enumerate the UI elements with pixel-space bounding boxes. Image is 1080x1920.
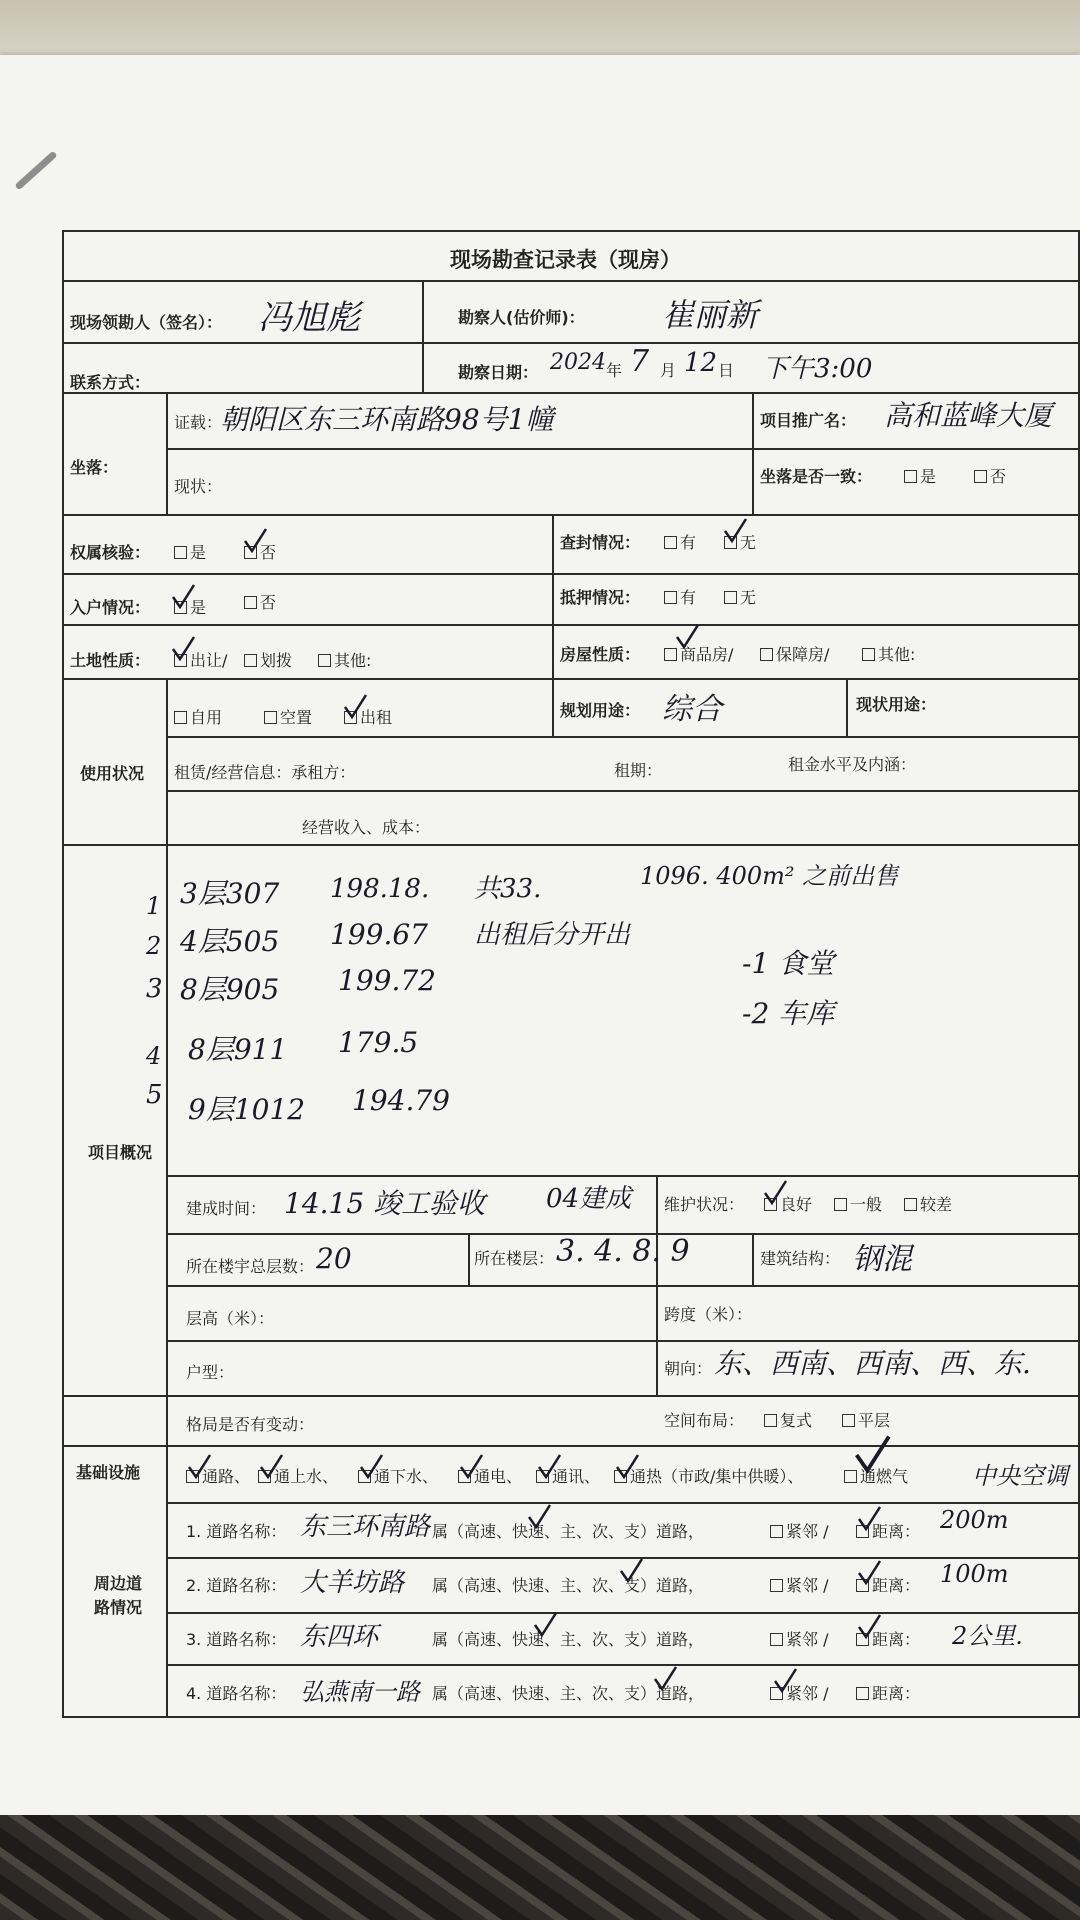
infra-item-water-supply[interactable]: 通上水、 xyxy=(258,1464,338,1487)
entry-yes[interactable]: 是 xyxy=(174,595,206,618)
orientation-label: 朝向： xyxy=(664,1359,713,1378)
maint-normal[interactable]: 一般 xyxy=(834,1192,882,1215)
road-2-distance-value: 100m xyxy=(940,1560,1009,1588)
checkmark-icon xyxy=(536,1452,562,1482)
entry-no[interactable]: 否 xyxy=(244,590,276,613)
col-line xyxy=(166,392,168,514)
row-line xyxy=(166,790,1080,792)
location-consistent-no[interactable]: 否 xyxy=(974,464,1006,487)
row-line xyxy=(166,1664,1080,1666)
infra-note: 中央空调 xyxy=(972,1462,1068,1490)
space-duplex[interactable]: 复式 xyxy=(764,1408,812,1431)
span-label: 跨度（米）： xyxy=(664,1305,753,1324)
road-2-row: 2. 道路名称： xyxy=(186,1576,287,1595)
checkmark-icon xyxy=(772,1666,798,1696)
checkmark-icon xyxy=(856,1612,882,1642)
row-line xyxy=(62,342,1080,344)
survey-date-label: 勘察日期： xyxy=(458,363,539,382)
col-line xyxy=(752,1233,754,1285)
usage-status-label: 使用状况 xyxy=(80,764,145,783)
road-2-name: 大羊坊路 xyxy=(300,1568,405,1598)
road-3-name: 东四环 xyxy=(300,1622,379,1652)
col-line xyxy=(752,392,754,514)
row-line xyxy=(62,678,1080,680)
unit-5-area: 194.79 xyxy=(352,1084,450,1117)
survey-time: 下午3:00 xyxy=(762,354,873,384)
checkmark-icon xyxy=(258,1452,284,1482)
built-time-label: 建成时间： xyxy=(186,1199,267,1218)
road-4-type: 属（高速、快速、主、次、支）道路， xyxy=(432,1684,705,1703)
checkmark-icon xyxy=(856,1504,882,1534)
road-3-row: 3. 道路名称： xyxy=(186,1630,287,1649)
note-basement-2: -2 车库 xyxy=(742,997,835,1030)
certificate-label: 证载： xyxy=(174,413,223,432)
road-3-type: 属（高速、快速、主、次、支）道路， xyxy=(432,1630,705,1649)
checkmark-icon xyxy=(856,1558,882,1588)
checkmark-icon xyxy=(614,1452,640,1482)
infra-item-electricity[interactable]: 通电、 xyxy=(458,1464,522,1487)
row-line xyxy=(62,573,1080,575)
unit-1-name: 3层307 xyxy=(180,877,280,910)
land-opt-other[interactable]: 其他: xyxy=(318,648,371,671)
checkmark-icon xyxy=(852,1430,892,1480)
checkmark-icon xyxy=(186,1452,212,1482)
road-3-distance[interactable]: 距离： xyxy=(856,1627,920,1650)
unit-2-name: 4层505 xyxy=(180,925,280,958)
checkmark-icon xyxy=(170,634,196,664)
col-line xyxy=(656,1175,658,1395)
seizure-none[interactable]: 无 xyxy=(724,530,756,553)
col-line xyxy=(166,678,168,1716)
row-line xyxy=(62,514,1080,516)
contact-label: 联系方式： xyxy=(70,373,151,392)
unit-5-no: 5 xyxy=(146,1080,163,1110)
current-label: 现状： xyxy=(174,477,223,496)
staple xyxy=(14,151,57,191)
survey-date-year-char: 年 xyxy=(606,361,623,380)
unit-3-area: 199.72 xyxy=(338,964,436,997)
row-line xyxy=(166,1502,1080,1504)
form-title: 现场勘查记录表（现房） xyxy=(450,248,681,272)
land-opt-transfer[interactable]: 出让/ xyxy=(174,648,227,671)
road-1-distance[interactable]: 距离： xyxy=(856,1519,920,1542)
col-line xyxy=(422,280,424,392)
road-1-distance-value: 200m xyxy=(940,1506,1009,1534)
checkmark-icon xyxy=(342,692,368,722)
current-use-label: 现状用途： xyxy=(856,695,937,714)
total-floors-value: 20 xyxy=(316,1242,352,1275)
form-paper xyxy=(0,55,1080,1820)
checkmark-icon xyxy=(358,1452,384,1482)
row-line xyxy=(166,1285,1080,1287)
road-2-adjacent[interactable]: 紧邻 / xyxy=(770,1573,828,1596)
location-label: 坐落： xyxy=(70,458,119,477)
mortgage-none[interactable]: 无 xyxy=(724,585,756,608)
road-4-distance[interactable]: 距离： xyxy=(856,1681,920,1704)
col-line xyxy=(552,514,554,736)
space-flat[interactable]: 平层 xyxy=(842,1408,890,1431)
unit-3-name: 8层905 xyxy=(180,973,280,1006)
built-time-extra: 04建成 xyxy=(546,1184,632,1214)
lead-surveyor-label: 现场领勘人（签名）： xyxy=(70,313,223,332)
usage-opt-vacant[interactable]: 空置 xyxy=(264,705,312,728)
ownership-yes[interactable]: 是 xyxy=(174,540,206,563)
checkmark-icon xyxy=(532,1610,558,1640)
row-line xyxy=(166,736,1080,738)
floor-height-label: 层高（米）： xyxy=(186,1309,275,1328)
land-opt-allocate[interactable]: 划拨 xyxy=(244,648,292,671)
checkmark-icon xyxy=(170,582,196,612)
table-border-left xyxy=(62,230,64,1718)
road-1-row: 1. 道路名称： xyxy=(186,1522,287,1541)
planned-use-label: 规划用途： xyxy=(560,701,641,720)
appraiser-label: 勘察人(估价师)： xyxy=(458,308,585,327)
project-name-value: 高和蓝峰大厦 xyxy=(884,399,1053,432)
row-line xyxy=(166,1175,1080,1177)
house-nature-label: 房屋性质： xyxy=(560,645,641,664)
row-line xyxy=(166,448,1080,450)
structure-label: 建筑结构： xyxy=(760,1249,841,1268)
note-basement-1: -1 食堂 xyxy=(742,947,835,980)
col-line xyxy=(468,1233,470,1285)
table-border-bottom xyxy=(62,1716,1080,1718)
survey-date-year: 2024 xyxy=(550,350,606,375)
infra-item-gas[interactable]: 通燃气 xyxy=(844,1464,908,1487)
location-consistent-yes[interactable]: 是 xyxy=(904,464,936,487)
lease-term-label: 租期： xyxy=(614,761,663,780)
survey-date-day: 12 xyxy=(684,348,718,378)
road-4-adjacent[interactable]: 紧邻 / xyxy=(770,1681,828,1704)
road-3-adjacent[interactable]: 紧邻 / xyxy=(770,1627,828,1650)
planned-use-value: 综合 xyxy=(662,692,722,727)
row-line xyxy=(62,1395,1080,1397)
house-opt-other[interactable]: 其他: xyxy=(862,642,915,665)
checkmark-icon xyxy=(674,622,700,652)
road-1-adjacent[interactable]: 紧邻 / xyxy=(770,1519,828,1542)
unit-3-no: 3 xyxy=(146,974,163,1004)
layout-type-label: 户型： xyxy=(186,1363,235,1382)
house-opt-commercial[interactable]: 商品房/ xyxy=(664,642,733,665)
floor-label: 所在楼层： xyxy=(474,1249,555,1268)
checkmark-icon xyxy=(722,516,748,546)
orientation-value: 东、西南、西南、西、东. xyxy=(714,1347,1031,1380)
lead-surveyor-signature: 冯旭彪 xyxy=(258,298,360,338)
unit-5-name: 9层1012 xyxy=(188,1093,306,1126)
usage-opt-rent[interactable]: 出租 xyxy=(344,705,392,728)
road-4-name: 弘燕南一路 xyxy=(300,1678,420,1706)
row-line xyxy=(166,1612,1080,1614)
infra-item-telecom[interactable]: 通讯、 xyxy=(536,1464,600,1487)
unit-4-no: 4 xyxy=(146,1042,162,1070)
note-total-floors: 共33. xyxy=(474,874,542,904)
layout-change-label: 格局是否有变动： xyxy=(186,1415,315,1434)
land-nature-label: 土地性质： xyxy=(70,651,151,670)
mortgage-label: 抵押情况： xyxy=(560,588,641,607)
ownership-label: 权属核验： xyxy=(70,543,151,562)
unit-4-name: 8层911 xyxy=(188,1033,288,1066)
house-opt-affordable[interactable]: 保障房/ xyxy=(760,642,829,665)
seizure-have[interactable]: 有 xyxy=(664,530,696,553)
maint-poor[interactable]: 较差 xyxy=(904,1192,952,1215)
road-1-name: 东三环南路 xyxy=(300,1512,431,1542)
road-3-distance-value: 2公里. xyxy=(952,1622,1023,1650)
space-layout-label: 空间布局： xyxy=(664,1411,745,1430)
desk-background-bottom xyxy=(0,1815,1080,1920)
row-line xyxy=(62,844,1080,846)
rent-level-label: 租金水平及内涵： xyxy=(788,755,917,774)
project-name-label: 项目推广名： xyxy=(760,411,857,430)
built-time-value: 14.15 竣工验收 xyxy=(284,1187,486,1220)
checkmark-icon xyxy=(618,1556,644,1586)
survey-date-month-char: 月 xyxy=(660,361,677,380)
entry-label: 入户情况： xyxy=(70,598,151,617)
note-total-area: 1096. 400m² 之前出售 xyxy=(640,862,899,890)
note-lease-out: 出租后分开出 xyxy=(474,920,631,950)
road-2-type: 属（高速、快速、主、次、支）道路， xyxy=(432,1576,705,1595)
checkmark-icon xyxy=(458,1452,484,1482)
survey-form-table xyxy=(62,230,1080,1720)
table-border-top xyxy=(62,230,1080,232)
road-1-type: 属（高速、快速、主、次、支）道路， xyxy=(432,1522,705,1541)
col-line xyxy=(846,678,848,736)
mortgage-have[interactable]: 有 xyxy=(664,585,696,608)
survey-date-day-char: 日 xyxy=(718,361,735,380)
structure-value: 钢混 xyxy=(852,1242,912,1277)
unit-4-area: 179.5 xyxy=(338,1026,419,1059)
checkmark-icon xyxy=(242,526,268,556)
unit-1-no: 1 xyxy=(146,892,162,920)
road-4-row: 4. 道路名称： xyxy=(186,1684,287,1703)
unit-1-area: 198.18. xyxy=(330,874,430,904)
certificate-value: 朝阳区东三环南路98号1幢 xyxy=(220,403,554,436)
road-2-distance[interactable]: 距离： xyxy=(856,1573,920,1596)
unit-2-no: 2 xyxy=(146,932,162,960)
location-consistent-label: 坐落是否一致： xyxy=(760,467,873,486)
infra-item-road[interactable]: 通路、 xyxy=(186,1464,250,1487)
total-floors-label: 所在楼宇总层数： xyxy=(186,1257,315,1276)
row-line xyxy=(62,280,1080,282)
row-line xyxy=(62,624,1080,626)
ownership-no[interactable]: 否 xyxy=(244,540,276,563)
checkmark-icon xyxy=(762,1178,788,1208)
roads-label: 周边道路情况 xyxy=(93,1574,142,1617)
infra-item-drainage[interactable]: 通下水、 xyxy=(358,1464,438,1487)
project-overview-label: 项目概况 xyxy=(88,1143,153,1162)
row-line xyxy=(62,1445,1080,1447)
operating-income-label: 经营收入、成本： xyxy=(302,818,431,837)
maint-good[interactable]: 良好 xyxy=(764,1192,812,1215)
lease-info-label: 租赁/经营信息：承租方： xyxy=(174,763,356,782)
infra-label: 基础设施 xyxy=(76,1463,141,1482)
appraiser-name: 崔丽新 xyxy=(662,296,759,334)
infra-item-heating[interactable]: 通热（市政/集中供暖）、 xyxy=(614,1464,803,1487)
checkmark-icon xyxy=(652,1664,678,1694)
usage-opt-self[interactable]: 自用 xyxy=(174,705,222,728)
floor-value: 3. 4. 8. 9 xyxy=(556,1234,690,1269)
seizure-label: 查封情况： xyxy=(560,533,641,552)
unit-2-area: 199.67 xyxy=(330,918,428,951)
survey-date-month: 7 xyxy=(630,344,650,379)
maintenance-label: 维护状况： xyxy=(664,1195,745,1214)
checkmark-icon xyxy=(526,1502,552,1532)
